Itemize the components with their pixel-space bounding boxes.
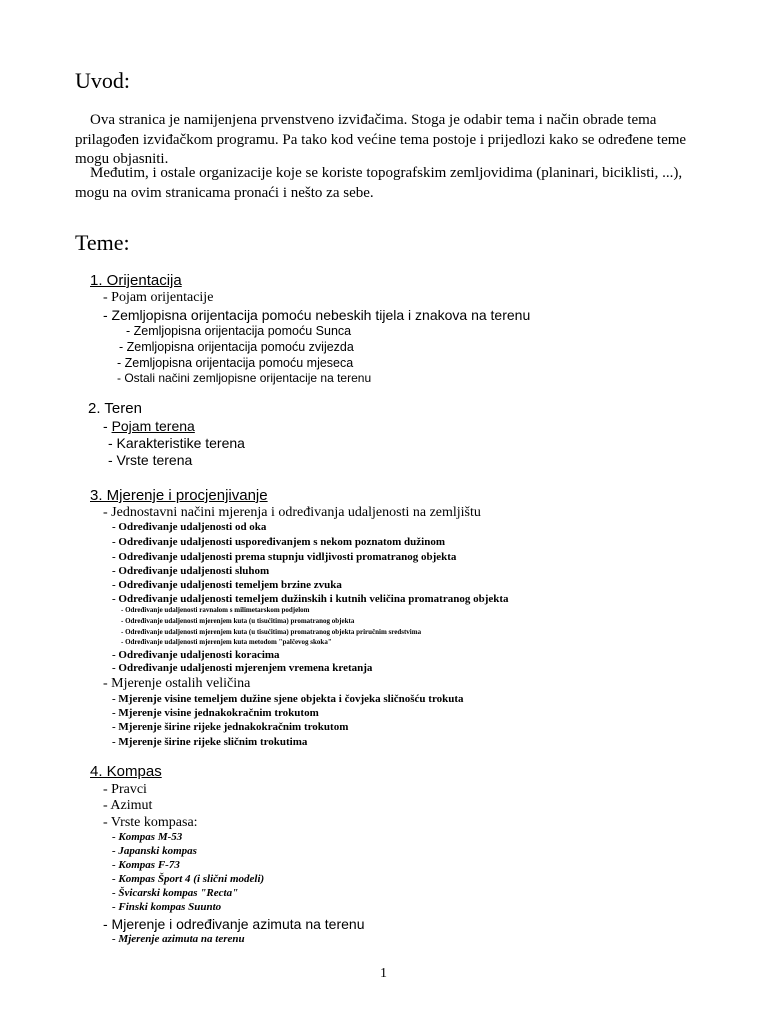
page-number: 1 [380,966,387,981]
section-4-title[interactable]: 4. Kompas [90,763,162,780]
list-item: - Određivanje udaljenosti od oka [112,521,267,533]
list-item: - Određivanje udaljenosti koracima [112,649,280,661]
list-item: - Pravci [103,782,147,797]
list-item: - Mjerenje i određivanje azimuta na terenu [103,916,365,932]
list-item: - Zemljopisna orijentacija pomoću zvijezda [119,340,354,354]
list-item: - Kompas F-73 [112,859,180,871]
list-item: - Određivanje udaljenosti temeljem brzine zvuka [112,579,342,591]
heading-intro: Uvod: [75,68,130,93]
list-item: - Određivanje udaljenosti prema stupnju vidljivosti promatranog objekta [112,551,457,563]
pojam-terena-link[interactable]: Pojam terena [111,418,195,434]
intro-paragraph-2: Međutim, i ostale organizacije koje se koriste topografskim zemljovidima (planinari, biciklisti, ...), mogu na ovim stranicama pronaći i nešto za sebe. [75,165,683,201]
list-item: - Zemljopisna orijentacija pomoću nebeskih tijela i znakova na terenu [103,307,531,323]
list-item: - Određivanje udaljenosti mjerenjem kuta (u tisućitima) promatranog objekta [121,617,355,625]
list-item: - Japanski kompas [112,845,197,857]
list-item: - Finski kompas Suunto [112,901,222,913]
list-item: - Zemljopisna orijentacija pomoću mjeseca [117,356,354,370]
heading-topics: Teme: [75,230,130,255]
list-item: - Mjerenje azimuta na terenu [112,933,245,945]
section-1-title[interactable]: 1. Orijentacija [90,272,182,289]
list-item: - Određivanje udaljenosti sluhom [112,565,270,577]
list-item [103,419,195,433]
section-2-title: 2. Teren [88,400,142,417]
list-item: - Mjerenje ostalih veličina [103,676,251,691]
list-item: - Jednostavni načini mjerenja i određivanja udaljenosti na zemljištu [103,505,481,520]
list-item: - Mjerenje širine rijeke jednakokračnim trokutom [112,721,349,733]
list-bullet: - [103,418,112,434]
list-item: - Vrste terena [108,452,193,468]
list-item: - Kompas Šport 4 (i slični modeli) [112,873,265,885]
list-item: - Određivanje udaljenosti ravnalom s milimetarskom podjelom [121,606,310,614]
list-item: - Određivanje udaljenosti uspoređivanjem s nekom poznatom dužinom [112,536,445,548]
list-item: - Zemljopisna orijentacija pomoću Sunca [126,324,352,338]
list-item: - Određivanje udaljenosti mjerenjem vremena kretanja [112,662,373,674]
list-item: - Mjerenje širine rijeke sličnim trokutima [112,736,308,748]
list-item: - Karakteristike terena [108,435,245,451]
list-item: - Pojam orijentacije [103,290,214,305]
list-item: - Određivanje udaljenosti temeljem dužinskih i kutnih veličina promatranog objekta [112,593,509,605]
list-item: - Kompas M-53 [112,831,183,843]
intro-paragraph-1: Ova stranica je namijenjena prvenstveno izviđačima. Stoga je odabir tema i način obrade tema prilagođen izviđačkom programu. Pa tako kod većine tema postoje i prijedlozi kako se određene teme mogu objasniti. [75,112,687,167]
list-item: - Mjerenje visine jednakokračnim trokutom [112,707,319,719]
list-item: - Vrste kompasa: [103,815,198,830]
list-item: - Azimut [103,798,153,813]
list-item: - Mjerenje visine temeljem dužine sjene objekta i čovjeka sličnošću trokuta [112,693,464,705]
list-item: - Švicarski kompas "Recta" [112,887,239,899]
list-item: - Određivanje udaljenosti mjerenjem kuta (u tisućitima) promatranog objekta priručnim sredstvima [121,628,422,636]
list-item: - Određivanje udaljenosti mjerenjem kuta metodom "palčevog skoka" [121,638,332,646]
list-item: - Ostali načini zemljopisne orijentacije na terenu [117,371,372,385]
section-3-title[interactable]: 3. Mjerenje i procjenjivanje [90,487,268,504]
